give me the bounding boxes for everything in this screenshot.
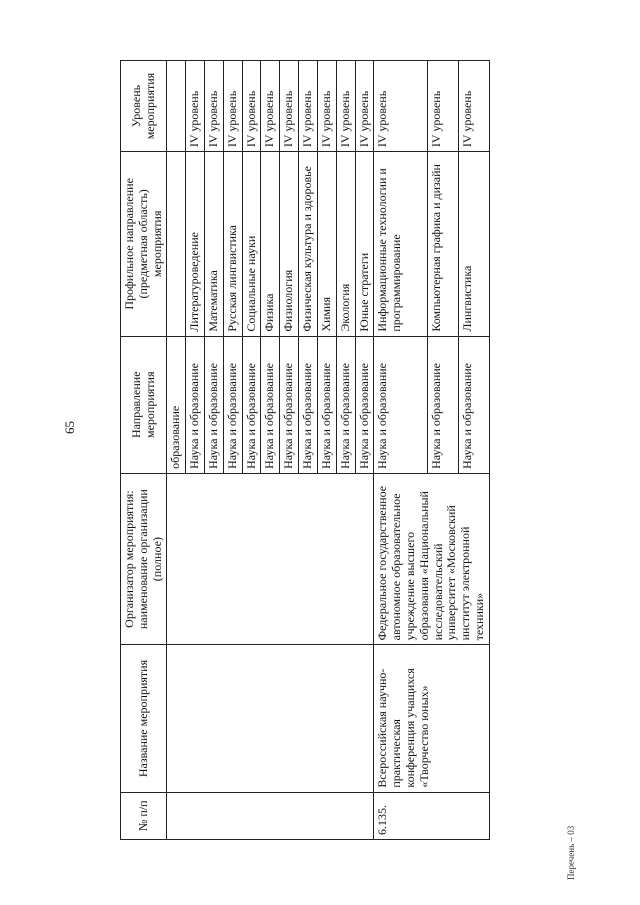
cell-profile [167,152,186,337]
footer-note: Перечень – 03 [566,825,576,880]
cell-profile: Лингвистика [458,152,489,337]
cell-level: IV уровень [355,61,374,152]
cell-direction: Наука и образование [374,336,428,473]
cell-level: IV уровень [242,61,261,152]
cell-profile: Математика [205,152,224,337]
cell-profile: Физика [261,152,280,337]
cell-profile: Юные стратеги [355,152,374,337]
cell-level: IV уровень [280,61,299,152]
cell-event-empty [167,645,374,792]
cell-profile: Экология [336,152,355,337]
cell-profile: Физиология [280,152,299,337]
cell-level: IV уровень [186,61,205,152]
cell-event: Всероссийская научно-практическая конференция учащихся «Творчество юных» [374,645,490,792]
cell-direction: Наука и образование [186,336,205,473]
cell-direction: образование [167,336,186,473]
cell-level: IV уровень [374,61,428,152]
cell-level: IV уровень [205,61,224,152]
cell-level: IV уровень [261,61,280,152]
header-event: Название мероприятия [121,645,167,792]
cell-direction: Наука и образование [280,336,299,473]
header-num: № п/п [121,792,167,839]
cell-direction: Наука и образование [205,336,224,473]
cell-direction: Наука и образование [355,336,374,473]
header-organizer: Организатор мероприятия: наименование организации (полное) [121,473,167,645]
events-table [120,60,490,840]
cell-profile: Физическая культура и здоровье [299,152,318,337]
cell-num: 6.135. [374,792,490,839]
cell-profile: Социальные науки [242,152,261,337]
table-header-row [121,61,167,840]
cell-level: IV уровень [336,61,355,152]
cell-level: IV уровень [317,61,336,152]
header-profile: Профильное направление (предметная область) мероприятия [121,152,167,337]
cell-direction: Наука и образование [427,336,458,473]
cell-level [167,61,186,152]
header-level: Уровень мероприятия [121,61,167,152]
cell-profile: Химия [317,152,336,337]
cell-organizer-empty [167,473,374,645]
rotated-table-container [120,60,490,840]
table-row [374,61,428,840]
cell-num-empty [167,792,374,839]
cell-organizer: Федеральное государственное автономное образовательное учреждение высшего образования «Национальный исследовательский университет «Московский институт электронной техники» [374,473,490,645]
cell-level: IV уровень [427,61,458,152]
table-row [167,61,186,840]
cell-direction: Наука и образование [317,336,336,473]
cell-level: IV уровень [299,61,318,152]
page-number: 65 [62,421,77,434]
cell-direction: Наука и образование [336,336,355,473]
cell-direction: Наука и образование [458,336,489,473]
cell-direction: Наука и образование [242,336,261,473]
cell-profile: Информационные технологии и программирование [374,152,428,337]
cell-direction: Наука и образование [299,336,318,473]
cell-profile: Компьютерная графика и дизайн [427,152,458,337]
cell-level: IV уровень [458,61,489,152]
cell-profile: Русская лингвистика [223,152,242,337]
cell-level: IV уровень [223,61,242,152]
header-direction: Направление мероприятия [121,336,167,473]
cell-profile: Литературоведение [186,152,205,337]
cell-direction: Наука и образование [261,336,280,473]
cell-direction: Наука и образование [223,336,242,473]
